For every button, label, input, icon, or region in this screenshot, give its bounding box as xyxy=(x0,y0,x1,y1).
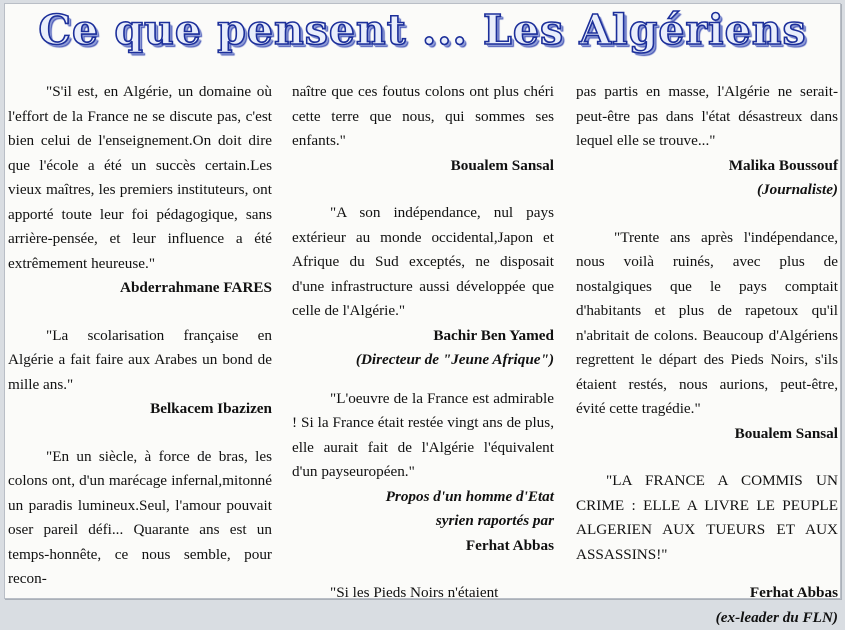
author-syrian-line2: syrien raportés par xyxy=(292,509,554,534)
quote-fares: "S'il est, en Algérie, un domaine où l'effort de la France ne se discute pas, c'est bien celui de l'enseignement.On doit dire que l'école a été un succès certain.Les vieux maîtres, les premiers instituteurs, ont apporté toute leur foi pédagogique, sans arrière-pensée, et leur influence a été extrêmement heureuse." xyxy=(8,80,272,276)
author-abbas-2: Ferhat Abbas xyxy=(576,581,838,606)
author-boussouf-role: (Journaliste) xyxy=(576,178,838,203)
author-ben-yamed: Bachir Ben Yamed xyxy=(292,324,554,349)
quote-infrastructure: "A son indépendance, nul pays extérieur au monde occidental,Japon et Afrique du Sud exceptés, ne disposait d'une infrastructure aussi développée que celle de l'Algérie." xyxy=(292,201,554,324)
quote-pieds-noirs-start: "Si les Pieds Noirs n'étaient xyxy=(292,581,554,606)
quote-oeuvre: "L'oeuvre de la France est admirable ! Si la France était restée vingt ans de plus, elle aurait fait de l'Algérie l'équivalent d'un payseuropéen." xyxy=(292,387,554,485)
author-fares: Abderrahmane FARES xyxy=(8,276,272,301)
author-boussouf: Malika Boussouf xyxy=(576,154,838,179)
author-sansal-2: Boualem Sansal xyxy=(576,422,838,447)
author-abbas-role: (ex-leader du FLN) xyxy=(576,606,838,630)
column-3 xyxy=(576,80,838,630)
author-ben-yamed-role: (Directeur de "Jeune Afrique") xyxy=(292,348,554,373)
column-2 xyxy=(292,80,554,606)
quote-ibazizen: "La scolarisation française en Algérie a fait faire aux Arabes un bond de mille ans." xyxy=(8,324,272,398)
author-syrian-line1: Propos d'un homme d'Etat xyxy=(292,485,554,510)
quote-pieds-noirs-end: pas partis en masse, l'Algérie ne serait-peut-être pas dans l'état désastreux dans lequel elle se trouve..." xyxy=(576,80,838,154)
quote-colons-end: naître que ces foutus colons ont plus chéri cette terre que nous, qui sommes ses enfants." xyxy=(292,80,554,154)
author-sansal-1: Boualem Sansal xyxy=(292,154,554,179)
column-1 xyxy=(8,80,272,592)
page-title: Ce que pensent ... Les Algériens xyxy=(5,6,840,54)
author-abbas-1: Ferhat Abbas xyxy=(292,534,554,559)
author-ibazizen: Belkacem Ibazizen xyxy=(8,397,272,422)
quote-colons-start: "En un siècle, à force de bras, les colons ont, d'un marécage infernal,mitonné un paradis lumineux.Seul, l'amour pouvait oser pareil défi... Quarante ans est un temps-honnête, ce nous semble, pour recon- xyxy=(8,445,272,592)
magazine-page xyxy=(4,3,841,599)
quote-crime: "LA FRANCE A COMMIS UN CRIME : ELLE A LIVRE LE PEUPLE ALGERIEN AUX TUEURS ET AUX ASSASSINS!" xyxy=(576,469,838,567)
quote-trente-ans: "Trente ans après l'indépendance, nous voilà ruinés, avec plus de nostalgiques que le pays comptait d'habitants et plus de rapetoux qu'il n'abritait de colons. Beaucoup d'Algériens regrettent le départ des Pieds Noirs, s'ils étaient restés, nous aurions, peut-être, évité cette tragédie." xyxy=(576,226,838,422)
